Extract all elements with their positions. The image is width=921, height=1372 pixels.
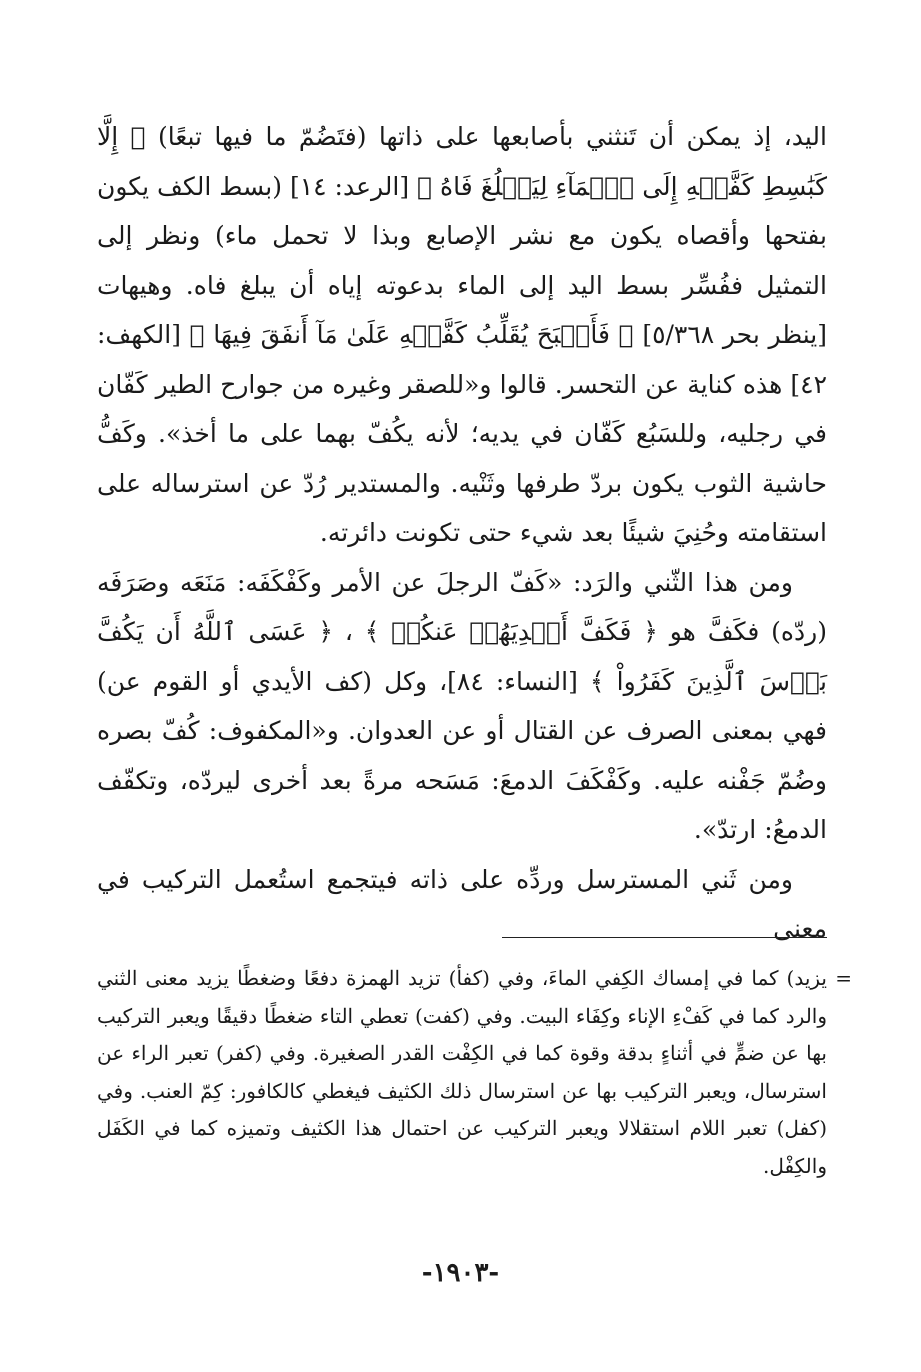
footnote-divider (502, 937, 827, 938)
paragraph-2: ومن هذا الثّني والرَد: «كَفّ الرجلَ عن الأمر وكَفْكَفَه: مَنَعَه وصَرَفَه (ردّه) فكَفَّ هو ﴿ فَكَفَّ أَيۡدِيَهُمۡ عَنكُمۡ ﴾ ، ﴿ عَسَى ٱللَّهُ أَن يَكُفَّ بَأۡسَ ٱلَّذِينَ كَفَرُواْ ﴾ [النساء: ٨٤]، وكل (كف الأيدي أو القوم عن) فهي بمعنى الصرف عن القتال أو عن العدوان. و«المكفوف: كُفّ بصره وضُمّ جَفْنه عليه. وكَفْكَفَ الدمعَ: مَسَحه مرةً بعد أخرى ليردّه، وتكفّف الدمعُ: ارتدّ». (97, 567, 828, 844)
page-number: -١٩٠٣- (421, 1258, 500, 1288)
footnote-text: يزيد) كما في إمساك الكِفي الماءَ، وفي (كفأ) تزيد الهمزة دفعًا وضغطًا يزيد معنى الثني والرد كما في كَفْءِ الإناء وكِفَاء البيت. وفي (كفت) تعطي التاء ضغطًا دقيقًا ويعبر التركيب بها عن ضمٍّ في أثناءٍ بدقة وقوة كما في الكِفْت القدر الصغيرة. وفي (كفر) تعبر الراء عن استرسال، ويعبر التركيب بها عن استرسال ذلك الكثيف فيغطي كالكافور: كِمّ العنب. وفي (كفل) تعبر اللام استقلالا ويعبر التركيب عن احتمال هذا الكثيف وتميزه كما في الكَفَل والكِفْل. (97, 966, 827, 1178)
paragraph-3: ومن ثَني المسترسل وردِّه على ذاته فيتجمع استُعمل التركيب في معنى (97, 864, 827, 943)
paragraph-1: اليد، إذ يمكن أن تَنثني بأصابعها على ذاتها (فتَضُمّ ما فيها تبعًا) ﴿ إِلَّا كَبَٰسِطِ كَفَّيۡهِ إِلَى ٱلۡمَآءِ لِيَبۡلُغَ فَاهُ ﴾ [الرعد: ١٤] (بسط الكف يكون بفتحها وأقصاه يكون مع نشر الإصابع وبذا لا تحمل ماء) ونظر إلى التمثيل ففُسِّر بسط اليد إلى الماء بدعوته إياه أن يبلغ فاه. وهيهات [ينظر بحر ٥/٣٦٨] ﴿ فَأَصۡبَحَ يُقَلِّبُ كَفَّيۡهِ عَلَىٰ مَآ أَنفَقَ فِيهَا ﴾ [الكهف: ٤٢] هذه كناية عن التحسر. قالوا و«للصقر وغيره من جوارح الطير كَفّان في رجليه، وللسَبُع كَفّان في يديه؛ لأنه يكُفّ بهما على ما أخذ». وكَفُّ حاشية الثوب يكون بردّ طرفها وثَنْيه. والمستدير رُدّ عن استرساله على استقامته وحُنِيَ شيئًا بعد شيء حتى تكونت دائرته. (97, 122, 827, 547)
footnote (97, 960, 852, 1185)
footnote-continuation-marker: = (835, 966, 852, 990)
main-text-body (97, 112, 827, 954)
